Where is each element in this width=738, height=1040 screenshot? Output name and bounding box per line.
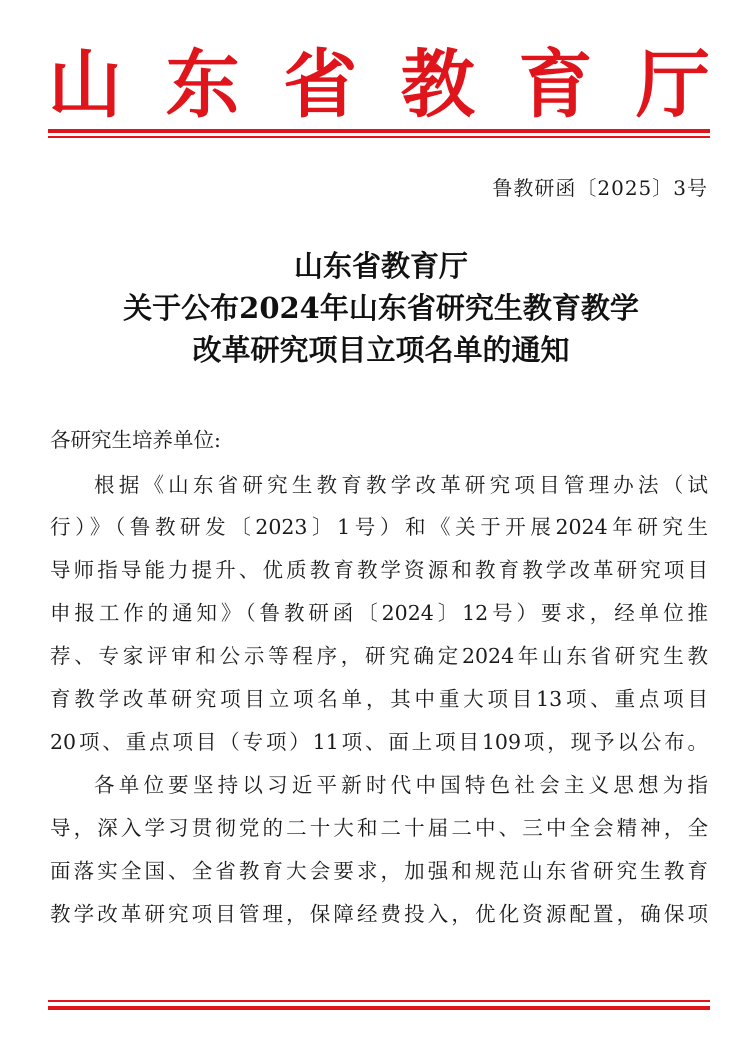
issuing-authority-header — [48, 42, 710, 128]
paragraph-1-line: 根据《山东省研究生教育教学改革研究项目管理办法（试 — [94, 473, 708, 497]
document-title — [40, 245, 722, 371]
header-char: 省 — [283, 42, 358, 128]
title-line: 关于公布2024年山东省研究生教育教学 — [123, 291, 639, 325]
paragraph-2-line: 各单位要坚持以习近平新时代中国特色社会主义思想为指 — [94, 773, 708, 797]
title-line: 改革研究项目立项名单的通知 — [192, 333, 570, 367]
paragraph-2-line: 导，深入学习贯彻党的二十大和二十届二中、三中全会精神，全 — [50, 816, 708, 840]
header-rule-thick — [48, 129, 710, 133]
footer-rule-thin — [48, 1000, 710, 1002]
paragraph-1-line: 荐、专家评审和公示等程序，研究确定2024年山东省研究生教 — [50, 644, 708, 668]
header-rule-thin — [48, 136, 710, 138]
paragraph-1-line: 导师指导能力提升、优质教育教学资源和教育教学改革研究项目 — [50, 558, 708, 582]
salutation: 各研究生培养单位: — [50, 428, 221, 452]
title-line: 山东省教育厅 — [293, 249, 468, 283]
header-char: 东 — [165, 42, 240, 128]
footer-rule-thick — [48, 1006, 710, 1010]
paragraph-1-line: 育教学改革研究项目立项名单，其中重大项目13项、重点项目 — [50, 687, 708, 711]
header-char: 教 — [400, 42, 475, 128]
paragraph-2-line: 面落实全国、全省教育大会要求，加强和规范山东省研究生教育 — [50, 859, 708, 883]
header-char: 山 — [48, 42, 122, 128]
paragraph-1-line: 申报工作的通知》（鲁教研函〔2024〕12号）要求，经单位推 — [50, 601, 708, 625]
header-char: 育 — [518, 42, 593, 128]
paragraph-2-line: 教学改革研究项目管理，保障经费投入，优化资源配置，确保项 — [50, 902, 708, 926]
paragraph-1-line: 行）》（鲁教研发〔2023〕1号）和《关于开展2024年研究生 — [50, 515, 708, 539]
paragraph-1-line: 20项、重点项目（专项）11项、面上项目109项，现予以公布。 — [50, 730, 708, 754]
document-number: 鲁教研函〔2025〕3号 — [492, 176, 708, 200]
header-char: 厅 — [635, 42, 710, 128]
